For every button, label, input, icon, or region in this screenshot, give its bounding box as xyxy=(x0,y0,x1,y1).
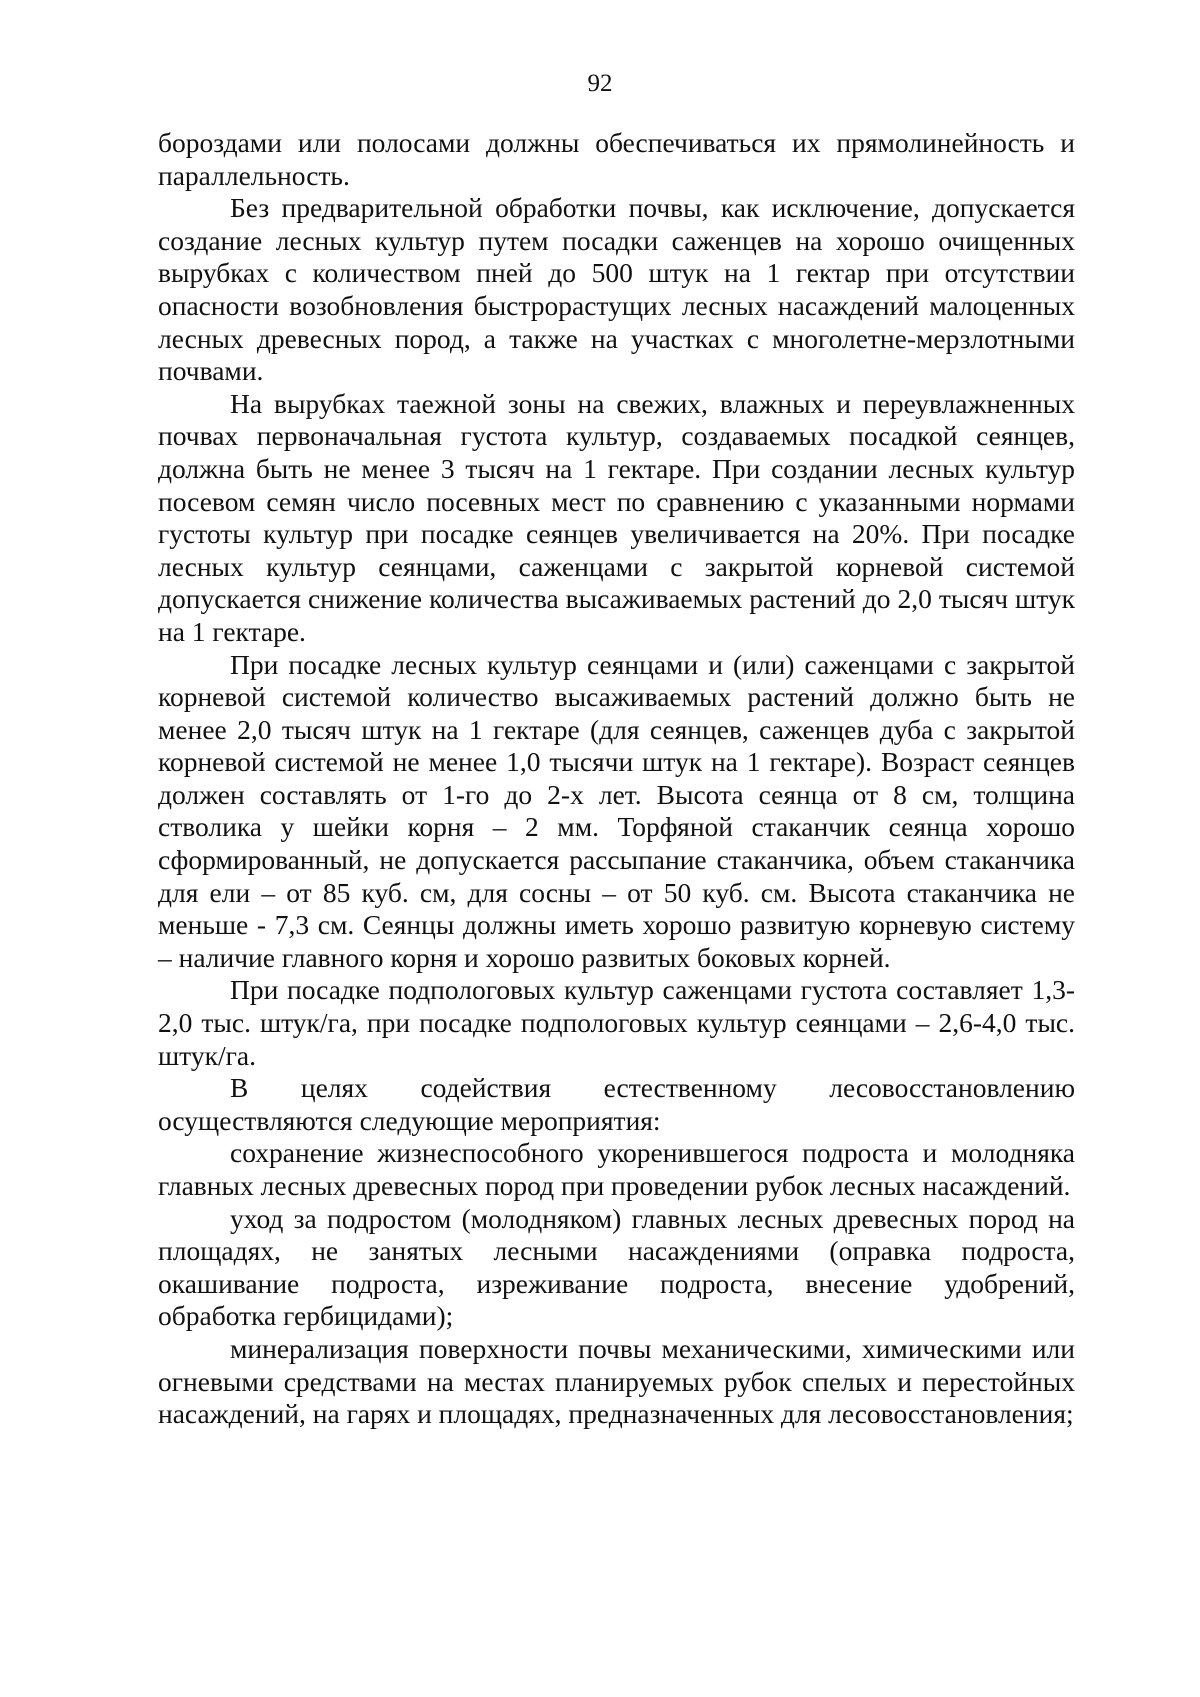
list-item-soil-mineralization: минерализация поверхности почвы механическими, химическими или огневыми средствами на местах планируемых рубок спелых и перестойных насаждений, на гарях и площадях, предназначенных для лесовосстановления; xyxy=(158,1332,1075,1430)
paragraph-continuation: бороздами или полосами должны обеспечиваться их прямолинейность и параллельность. xyxy=(158,127,1075,191)
paragraph-taiga-clearings: На вырубках таежной зоны на свежих, влажных и переувлажненных почвах первоначальная густота культур, создаваемых посадкой сеянцев, должна быть не менее 3 тысяч на 1 гектаре. При создании лесных культур посевом семян число посевных мест по сравнению с указанными нормами густоты культур при посадке сеянцев увеличивается на 20%. При посадке лесных культур сеянцами, саженцами с закрытой корневой системой допускается снижение количества высаживаемых растений до 2,0 тысяч штук на 1 гектаре. xyxy=(158,387,1075,647)
paragraph-understory-cultures: При посадке подпологовых культур саженцами густота составляет 1,3-2,0 тыс. штук/га, при посадке подпологовых культур сеянцами – 2,6-4,0 тыс. штук/га. xyxy=(158,974,1075,1071)
list-item-undergrowth-care: уход за подростом (молодняком) главных лесных древесных пород на площадях, не занятых лесными насаждениями (оправка подроста, окашивание подроста, изреживание подроста, внесение удобрений, обработка гербицидами); xyxy=(158,1202,1075,1332)
paragraph-natural-reforestation-intro: В целях содействия естественному лесовосстановлению осуществляются следующие мероприятия: xyxy=(158,1072,1075,1136)
paragraph-no-soil-preparation: Без предварительной обработки почвы, как исключение, допускается создание лесных культур путем посадки саженцев на хорошо очищенных вырубках с количеством пней до 500 штук на 1 гектар при отсутствии опасности возобновления быстрорастущих лесных насаждений малоценных лесных древесных пород, а также на участках с многолетне-мерзлотными почвами. xyxy=(158,192,1075,387)
list-item-preserve-undergrowth: сохранение жизнеспособного укоренившегося подроста и молодняка главных лесных древесных пород при проведении рубок лесных насаждений. xyxy=(158,1137,1075,1201)
document-body xyxy=(158,127,1075,1431)
page-number: 92 xyxy=(587,70,613,97)
paragraph-closed-root-seedlings: При посадке лесных культур сеянцами и (или) саженцами с закрытой корневой системой количество высаживаемых растений должно быть не менее 2,0 тысяч штук на 1 гектаре (для сеянцев, саженцев дуба с закрытой корневой системой не менее 1,0 тысячи штук на 1 гектаре). Возраст сеянцев должен составлять от 1-го до 2-х лет. Высота сеянца от 8 см, толщина стволика у шейки корня – 2 мм. Торфяной стаканчик сеянца хорошо сформированный, не допускается рассыпание стаканчика, объем стаканчика для ели – от 85 куб. см, для сосны – от 50 куб. см. Высота стаканчика не меньше - 7,3 см. Сеянцы должны иметь хорошо развитую корневую систему – наличие главного корня и хорошо развитых боковых корней. xyxy=(158,648,1075,973)
